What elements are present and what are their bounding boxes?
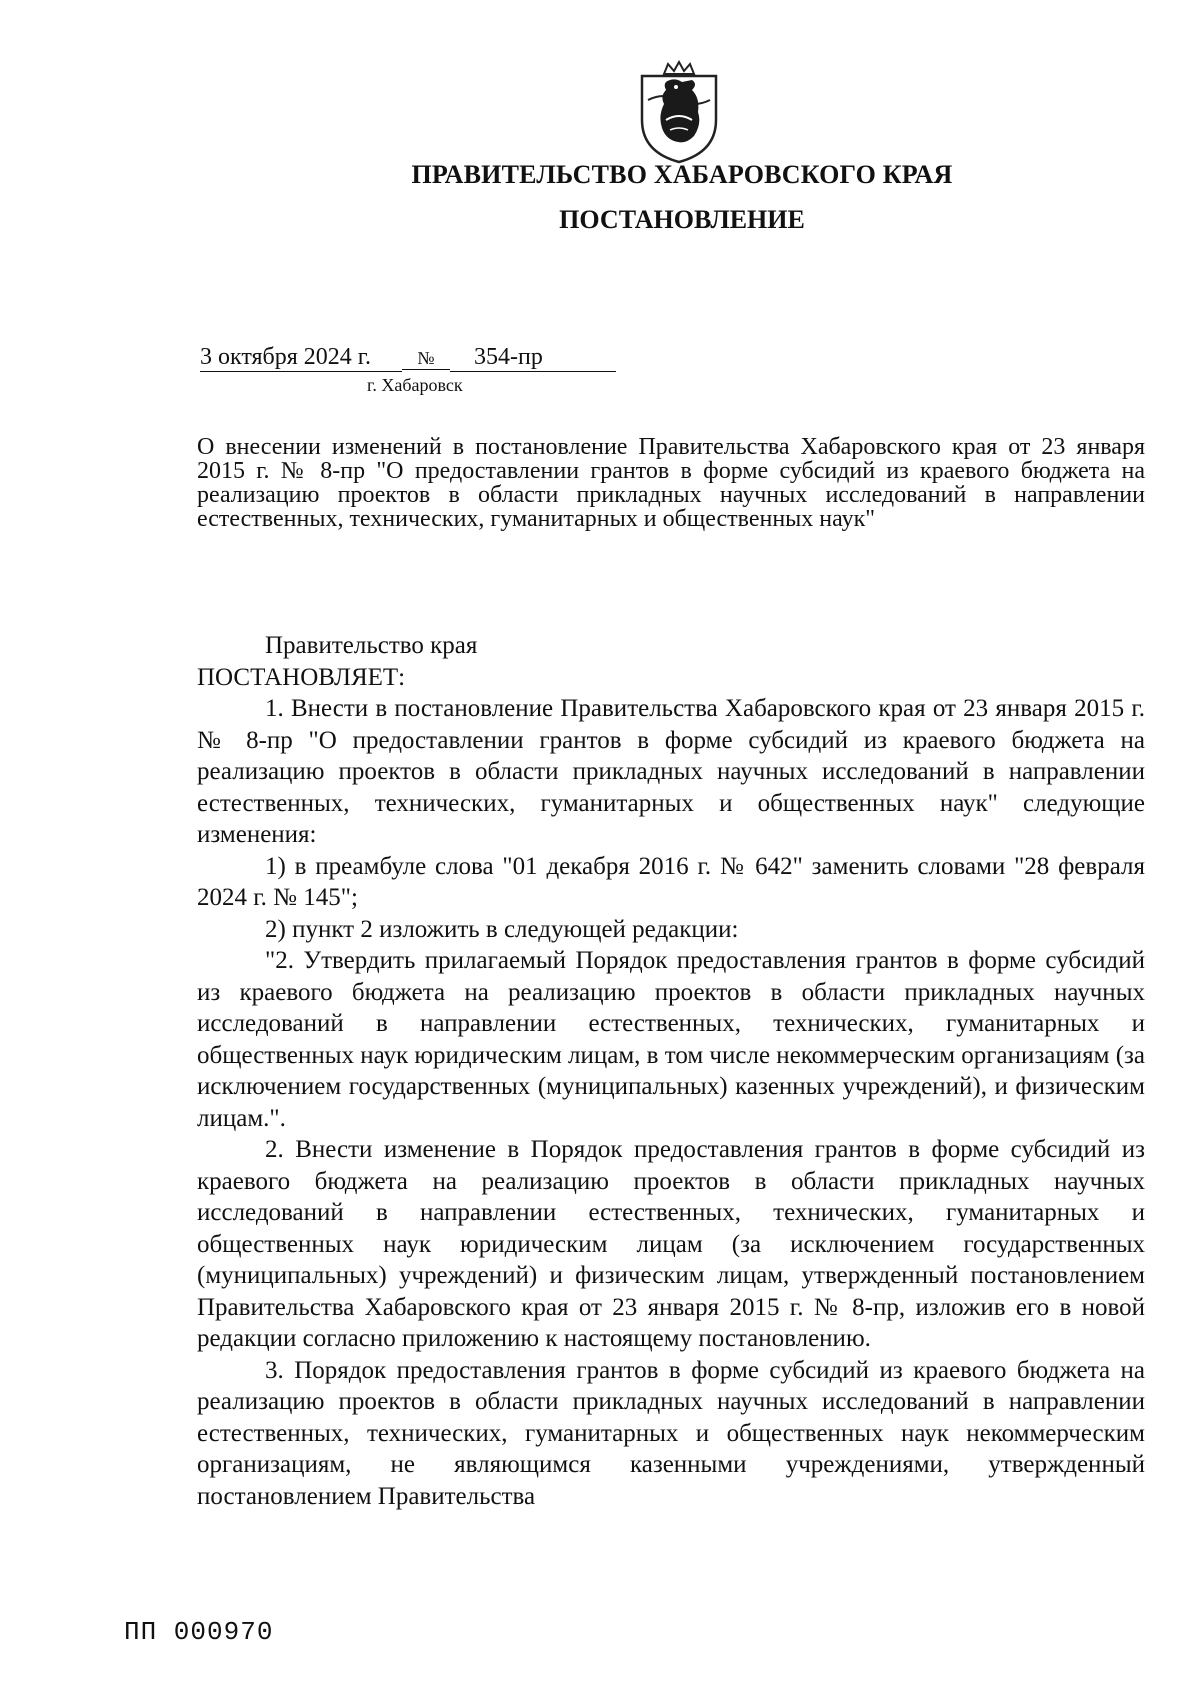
document-city: г. Хабаровск [367, 375, 463, 395]
date-number-line [200, 344, 616, 372]
paragraph: 1) в преамбуле слова "01 декабря 2016 г. № 642" заменить словами "28 февраля 2024 г. № 145"; [197, 852, 1145, 911]
paragraph: "2. Утвердить прилагаемый Порядок предоставления грантов в форме субсидий из краевого бюджета на реализацию проектов в области прикладных научных исследований в направлении естественных, технических, гуманитарных и общественных наук юридическим лицам, в том числе некоммерческим организациям (за исключением государственных (муниципальных) казенных учреждений), и физическим лицам.". [197, 947, 1145, 1132]
document-subject [197, 435, 1145, 531]
subject-text: О внесении изменений в постановление Правительства Хабаровского края от 23 января 2015 г. № 8-пр "О предоставлении грантов в форме субсидий из краевого бюджета на реализацию проектов в области прикладных научных исследований в направлении естественных, технических, гуманитарных и общественных наук" [197, 434, 1145, 532]
government-title: ПРАВИТЕЛЬСТВО ХАБАРОВСКОГО КРАЯ [411, 160, 953, 189]
khabarovsk-coat-of-arms-icon [636, 60, 722, 164]
paragraph: 3. Порядок предоставления грантов в форме субсидий из краевого бюджета на реализацию проектов в области прикладных научных исследований в направлении естественных, технических, гуманитарных и общественных наук некоммерческим организациям, не являющимся казенными учреждениями, утвержденный постановлением Правительства [197, 1356, 1145, 1510]
document-date: 3 октября 2024 г. [200, 344, 402, 372]
document-body [197, 630, 1145, 1512]
resolves-line: ПОСТАНОВЛЯЕТ: [197, 663, 406, 691]
paragraph: 2) пункт 2 изложить в следующей редакции: [265, 915, 739, 943]
number-sign: № [402, 348, 450, 370]
intro-line: Правительство края [265, 632, 478, 659]
paragraph: 1. Внести в постановление Правительства Хабаровского края от 23 января 2015 г. № 8-пр "О предоставлении грантов в форме субсидий из краевого бюджета на реализацию проектов в области прикладных научных исследований в направлении естественных, технических, гуманитарных и общественных наук" следующие изменения: [197, 695, 1145, 848]
form-code: ПП 000970 [124, 1617, 274, 1647]
document-number: 354-пр [450, 344, 616, 372]
paragraph: 2. Внести изменение в Порядок предоставления грантов в форме субсидий из краевого бюджета на реализацию проектов в области прикладных научных исследований в направлении естественных, технических, гуманитарных и общественных наук юридическим лицам (за исключением государственных (муниципальных) учреждений) и физическим лицам, утвержденный постановлением Правительства Хабаровского края от 23 января 2015 г. № 8-пр, изложив его в новой редакции согласно приложению к настоящему постановлению. [197, 1136, 1145, 1352]
document-kind: ПОСТАНОВЛЕНИЕ [559, 205, 805, 234]
